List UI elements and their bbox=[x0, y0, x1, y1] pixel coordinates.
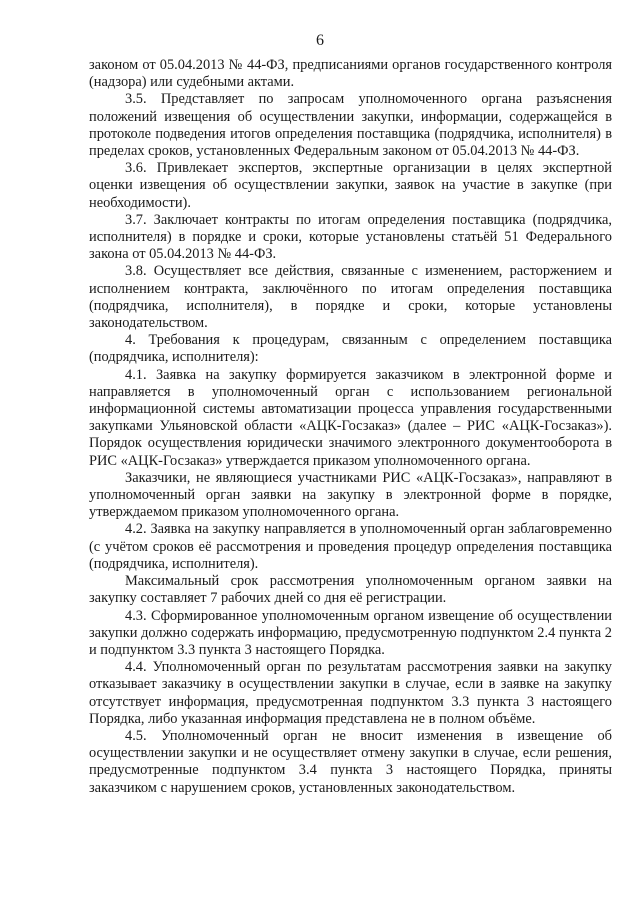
paragraph: 4.4. Уполномоченный орган по результатам рассмотрения заявки на закупку отказывает заказчику в осуществлении закупки в случае, если в заявке на закупку отсутствует информация, предусмотренная подпунктом 3.3 пункта 3 настоящего Порядка, либо указанная информация представлена не в полном объёме. bbox=[89, 659, 612, 727]
document-body bbox=[89, 57, 612, 797]
paragraph: 3.6. Привлекает экспертов, экспертные организации в целях экспертной оценки извещения об осуществлении закупки, заявок на участие в закупке (при необходимости). bbox=[89, 160, 612, 211]
paragraph: 4.1. Заявка на закупку формируется заказчиком в электронной форме и направляется в уполномоченный орган с использованием региональной информационной системы автоматизации процесса управления государственными закупками Ульяновской области «АЦК-Госзаказ» (далее – РИС «АЦК-Госзаказ»). Порядок осуществления юридически значимого электронного документооборота в РИС «АЦК-Госзаказ» утверждается приказом уполномоченного органа. bbox=[89, 366, 612, 469]
paragraph: законом от 05.04.2013 № 44-ФЗ, предписаниями органов государственного контроля (надзора) или судебными актами. bbox=[89, 57, 612, 91]
paragraph: 4. Требования к процедурам, связанным с определением поставщика (подрядчика, исполнителя): bbox=[89, 332, 612, 366]
paragraph: 3.8. Осуществляет все действия, связанные с изменением, расторжением и исполнением контракта, заключённого по итогам определения поставщика (подрядчика, исполнителя), в порядке и сроки, которые установлены законодательством. bbox=[89, 263, 612, 332]
paragraph: 4.3. Сформированное уполномоченным органом извещение об осуществлении закупки должно содержать информацию, предусмотренную подпунктом 2.4 пункта 2 и подпунктом 3.3 пункта 3 настоящего Порядка. bbox=[89, 607, 612, 658]
paragraph: 3.5. Представляет по запросам уполномоченного органа разъяснения положений извещения об осуществлении закупки, информации, содержащейся в протоколе подведения итогов определения поставщика (подрядчика, исполнителя) в пределах сроков, установленных Федеральным законом от 05.04.2013 № 44-ФЗ. bbox=[89, 91, 612, 160]
page-number: 6 bbox=[316, 32, 324, 49]
paragraph: 4.5. Уполномоченный орган не вносит изменения в извещение об осуществлении закупки и не осуществляет отмену закупки в случае, если решения, предусмотренные подпунктом 3.4 пункта 3 настоящего Порядка, приняты заказчиком с нарушением сроков, установленных законодательством. bbox=[89, 727, 612, 796]
paragraph: 4.2. Заявка на закупку направляется в уполномоченный орган заблаговременно (с учётом сроков её рассмотрения и проведения процедур определения поставщика (подрядчика, исполнителя). bbox=[89, 521, 612, 572]
paragraph: Заказчики, не являющиеся участниками РИС «АЦК-Госзаказ», направляют в уполномоченный орган заявки на закупку в электронной форме в порядке, утверждаемом приказом уполномоченного органа. bbox=[89, 469, 612, 521]
paragraph: Максимальный срок рассмотрения уполномоченным органом заявки на закупку составляет 7 рабочих дней со дня её регистрации. bbox=[89, 573, 612, 607]
paragraph: 3.7. Заключает контракты по итогам определения поставщика (подрядчика, исполнителя) в порядке и сроки, которые установлены статьёй 51 Федерального закона от 05.04.2013 № 44-ФЗ. bbox=[89, 211, 612, 263]
